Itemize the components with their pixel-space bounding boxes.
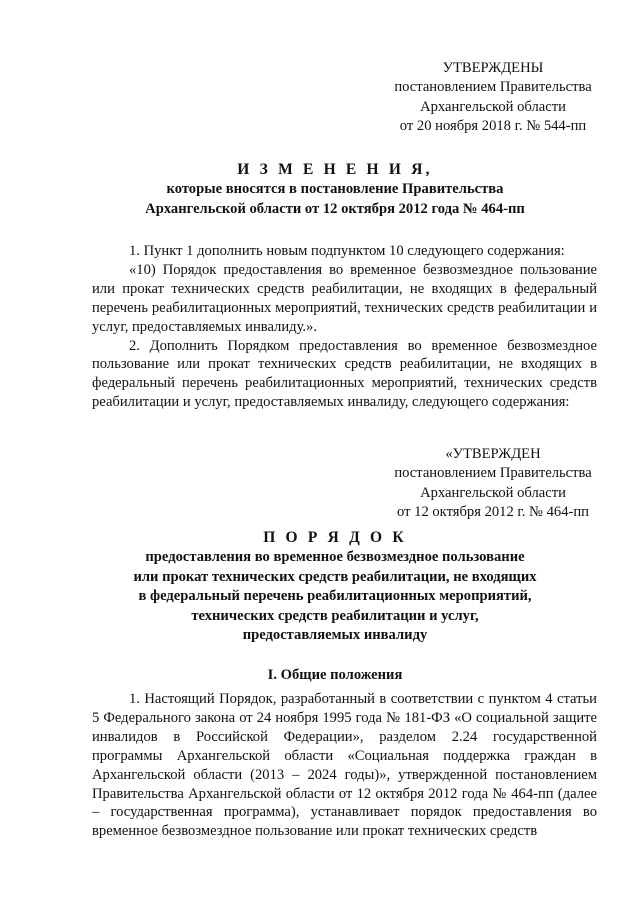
- changes-title: [70, 160, 600, 219]
- order-subtitle-line: технических средств реабилитации и услуг,: [191, 607, 479, 624]
- approval-stamp: [370, 445, 616, 523]
- approval-stamp-line: постановлением Правительства: [394, 465, 592, 482]
- approval-stamp-line: Архангельской области: [420, 98, 566, 115]
- approval-stamp-line: Архангельской области: [420, 484, 566, 501]
- order-heading: П О Р Я Д О К: [263, 529, 407, 546]
- changes-subtitle-line: Архангельской области от 12 октября 2012 года № 464-пп: [145, 200, 525, 217]
- section-body: [92, 690, 597, 841]
- order-subtitle-line: предоставления во временное безвозмездное пользование: [145, 549, 525, 565]
- changes-body: [92, 242, 597, 412]
- changes-heading: И З М Е Н Е Н И Я,: [237, 161, 433, 178]
- approval-stamp-line: постановлением Правительства: [394, 79, 592, 96]
- approval-stamp-line: от 12 октября 2012 г. № 464-пп: [397, 504, 589, 521]
- approval-stamp: [370, 59, 616, 137]
- approval-stamp-line: от 20 ноября 2018 г. № 544-пп: [399, 118, 587, 135]
- section-heading: I. Общие положения: [267, 667, 403, 683]
- order-title: [70, 528, 600, 646]
- paragraph: 1. Настоящий Порядок, разработанный в соответствии с пунктом 4 статьи 5 Федерального закона от 24 ноября 1995 года № 181-ФЗ «О социальной защите инвалидов в Российской Федерации», разделом 2.24 государственной программы Архангельской области «Социальная поддержка граждан в Архангельской области (2013 – 2024 годы)», утвержденной постановлением Правительства Архангельской области от 12 октября 2012 года № 464-пп (далее – государственная программа), устанавливает порядок предоставления во временное безвозмездное пользование или прокат технических средств: [92, 691, 597, 840]
- approval-stamp-line: «УТВЕРЖДЕН: [445, 446, 541, 462]
- changes-subtitle-line: которые вносятся в постановление Правительства: [166, 181, 504, 197]
- paragraph: «10) Порядок предоставления во временное безвозмездное пользование или прокат технических средств реабилитации, не входящих в федеральный перечень реабилитационных мероприятий, технических средств реабилитации и услуг, предоставляемых инвалиду.».: [92, 261, 597, 335]
- order-subtitle-line: в федеральный перечень реабилитационных мероприятий,: [138, 588, 532, 605]
- order-subtitle-line: предоставляемых инвалиду: [242, 627, 428, 644]
- approval-stamp-line: УТВЕРЖДЕНЫ: [442, 60, 544, 76]
- paragraph: 2. Дополнить Порядком предоставления во временное безвозмездное пользование или прокат технических средств реабилитации, не входящих в федеральный перечень реабилитационных мероприятий, технических средств реабилитации и услуг, предоставляемых инвалиду, следующего содержания:: [92, 337, 597, 411]
- order-subtitle-line: или прокат технических средств реабилитации, не входящих: [133, 568, 537, 585]
- paragraph: 1. Пункт 1 дополнить новым подпунктом 10 следующего содержания:: [129, 243, 565, 259]
